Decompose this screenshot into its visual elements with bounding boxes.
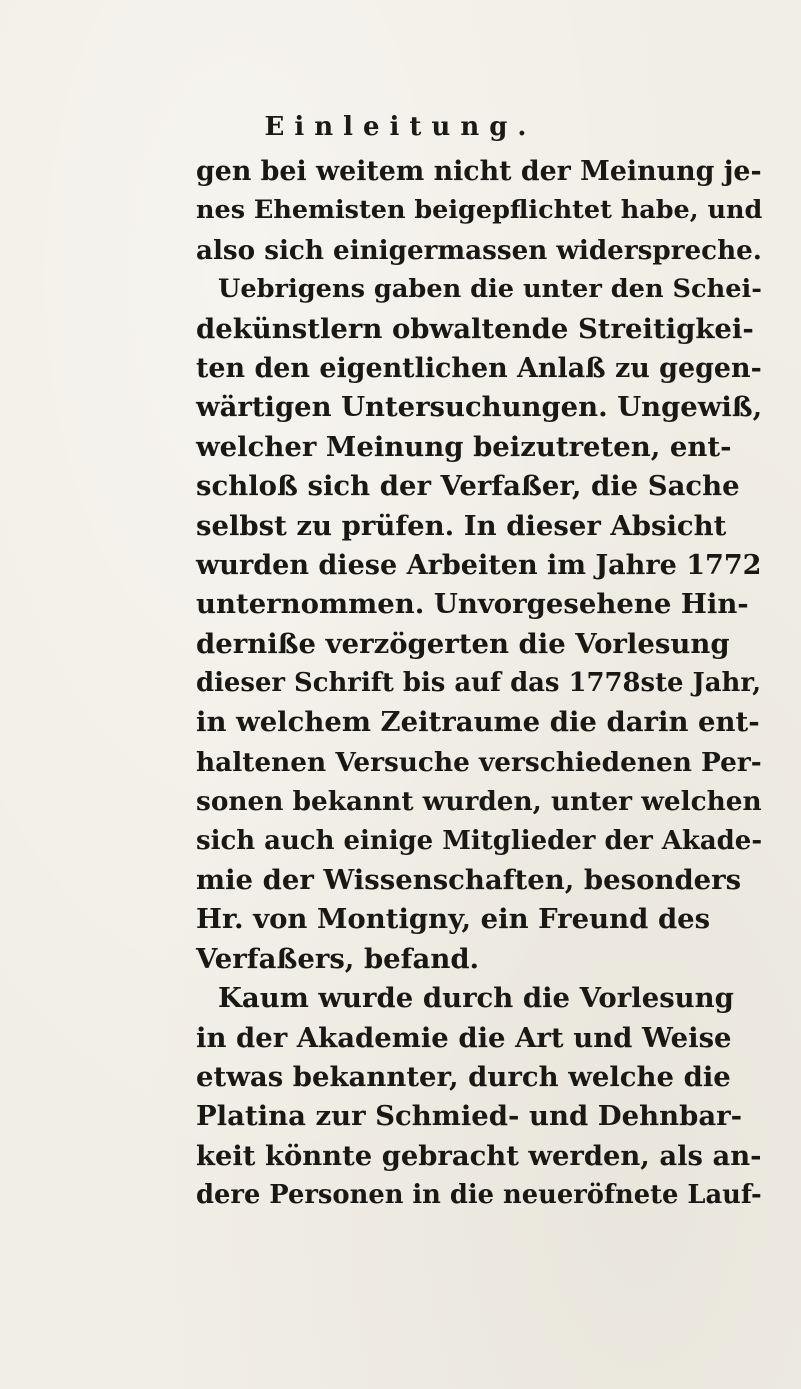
text-line: gen bei weitem nicht der Meinung je- bbox=[196, 156, 762, 187]
text-line: mie der Wissenschaften, besonders bbox=[196, 864, 742, 897]
text-line: Hr. von Montigny, ein Freund des bbox=[196, 903, 711, 936]
text-line: Kaum wurde durch die Vorlesung bbox=[218, 982, 734, 1015]
text-line: ten den eigentlichen Anlaß zu gegen- bbox=[196, 352, 762, 384]
text-line: dekünstlern obwaltende Streitigkei- bbox=[196, 312, 754, 345]
text-line: wurden diese Arbeiten im Jahre 1772 bbox=[196, 549, 762, 581]
text-line: wärtigen Untersuchungen. Ungewiß, bbox=[196, 391, 763, 424]
text-line: also sich einigermassen widerspreche. bbox=[196, 234, 762, 266]
text-line: unternommen. Unvorgesehene Hin- bbox=[196, 588, 749, 621]
text-line: sonen bekannt wurden, unter welchen bbox=[196, 786, 762, 818]
text-line: dere Personen in die neueröfnete Lauf- bbox=[196, 1180, 762, 1211]
text-line: Platina zur Schmied- und Dehnbar- bbox=[196, 1100, 743, 1133]
text-line: keit könnte gebracht werden, als an- bbox=[196, 1139, 762, 1172]
text-line: in welchem Zeitraume die darin ent- bbox=[196, 706, 760, 739]
text-line: selbst zu prüfen. In dieser Absicht bbox=[196, 509, 727, 542]
body-text bbox=[196, 152, 762, 1216]
running-header: Einleitung. bbox=[264, 112, 537, 142]
text-line: schloß sich der Verfaßer, die Sache bbox=[196, 470, 740, 503]
text-line: in der Akademie die Art und Weise bbox=[196, 1021, 732, 1054]
text-line: sich auch einige Mitglieder der Akade- bbox=[196, 825, 763, 856]
text-line: haltenen Versuche verschiedenen Per- bbox=[196, 746, 762, 778]
text-line: Uebrigens gaben die unter den Schei- bbox=[218, 274, 762, 305]
text-line: welcher Meinung beizutreten, ent- bbox=[196, 430, 732, 463]
text-line: etwas bekannter, durch welche die bbox=[196, 1060, 731, 1093]
text-line: Verfaßers, befand. bbox=[196, 942, 480, 975]
text-line: dieser Schrift bis auf das 1778ste Jahr, bbox=[196, 668, 762, 699]
text-line: derniße verzögerten die Vorlesung bbox=[196, 627, 730, 660]
text-line: nes Ehemisten beigepflichtet habe, und bbox=[196, 195, 763, 226]
